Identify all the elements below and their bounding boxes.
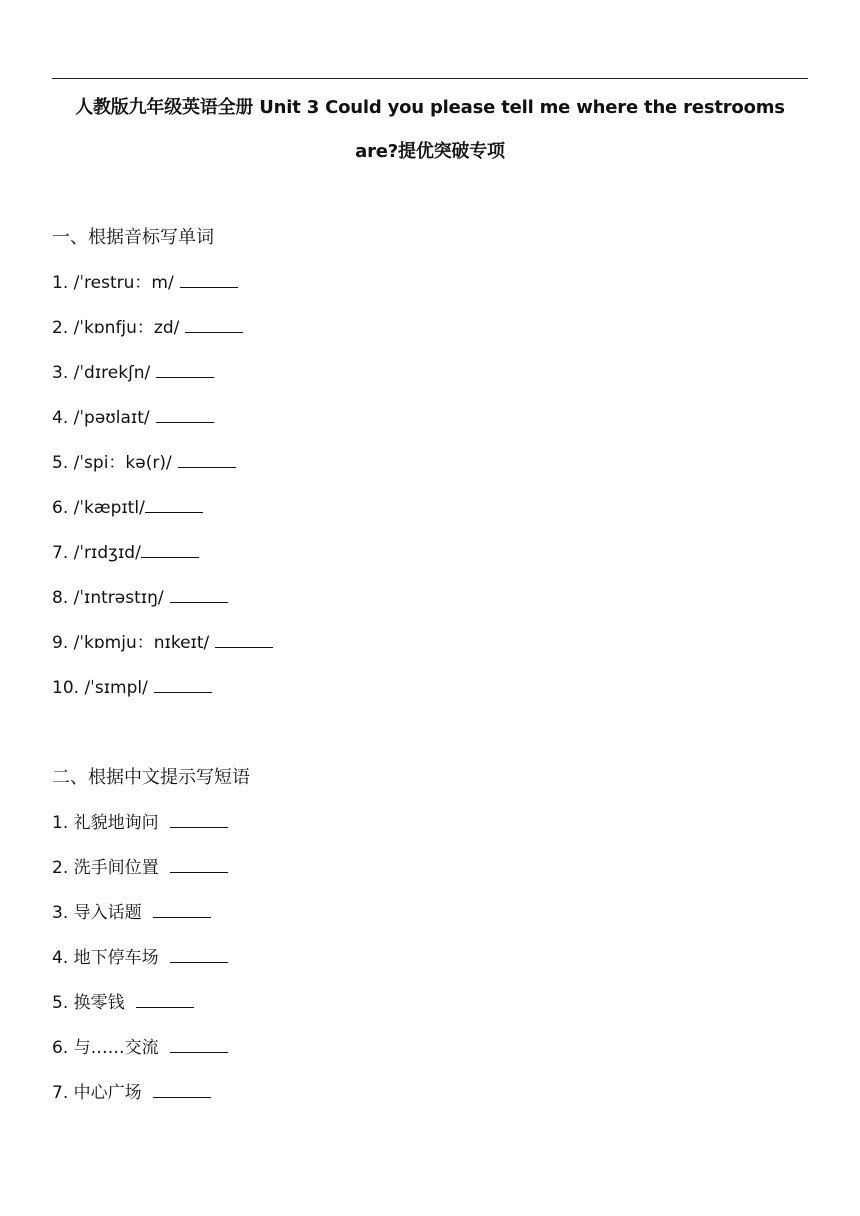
item-number: 8.	[52, 588, 69, 608]
chinese-prompt: 与……交流	[73, 1038, 159, 1058]
answer-blank[interactable]	[153, 1081, 211, 1098]
chinese-prompt: 导入话题	[73, 903, 142, 923]
answer-blank[interactable]	[141, 541, 199, 558]
list-item	[52, 991, 194, 1015]
item-number: 9.	[52, 633, 69, 653]
phonetic-text: /ˈkɒnfju：zd/	[73, 318, 180, 338]
phonetic-text: /ˈɪntrəstɪŋ/	[73, 588, 164, 608]
answer-blank[interactable]	[170, 946, 228, 963]
document-title: 人教版九年级英语全册 Unit 3 Could you please tell me where the restrooms are?提优突破专项	[75, 97, 785, 162]
phonetic-text: /ˈpəʊlaɪt/	[73, 408, 150, 428]
list-item	[52, 811, 228, 835]
item-number: 3.	[52, 903, 69, 923]
list-item	[52, 496, 203, 520]
chinese-prompt: 中心广场	[73, 1083, 142, 1103]
section-1-heading: 一、根据音标写单词	[52, 227, 214, 248]
item-number: 7.	[52, 543, 69, 563]
phonetic-text: /ˈspi：kə(r)/	[73, 453, 172, 473]
item-number: 4.	[52, 408, 69, 428]
chinese-prompt: 礼貌地询问	[73, 813, 159, 833]
answer-blank[interactable]	[170, 1036, 228, 1053]
answer-blank[interactable]	[215, 631, 273, 648]
list-item	[52, 946, 228, 970]
item-number: 7.	[52, 1083, 69, 1103]
item-number: 2.	[52, 858, 69, 878]
phonetic-text: /ˈkæpɪtl/	[73, 498, 145, 518]
answer-blank[interactable]	[136, 991, 194, 1008]
answer-blank[interactable]	[145, 496, 203, 513]
list-item	[52, 316, 243, 340]
list-item	[52, 1081, 211, 1105]
phonetic-text: /ˈrestru：m/	[73, 273, 174, 293]
list-item	[52, 856, 228, 880]
answer-blank[interactable]	[156, 406, 214, 423]
answer-blank[interactable]	[156, 361, 214, 378]
list-item	[52, 361, 214, 385]
list-item	[52, 451, 236, 475]
answer-blank[interactable]	[170, 856, 228, 873]
item-number: 4.	[52, 948, 69, 968]
list-item	[52, 631, 273, 655]
header-rule	[52, 78, 808, 79]
chinese-prompt: 洗手间位置	[73, 858, 159, 878]
answer-blank[interactable]	[154, 676, 212, 693]
section-2-heading: 二、根据中文提示写短语	[52, 767, 250, 788]
answer-blank[interactable]	[185, 316, 243, 333]
list-item	[52, 586, 228, 610]
answer-blank[interactable]	[153, 901, 211, 918]
phonetic-text: /ˈsɪmpl/	[84, 678, 148, 698]
item-number: 5.	[52, 993, 69, 1013]
chinese-prompt: 地下停车场	[73, 948, 159, 968]
answer-blank[interactable]	[170, 586, 228, 603]
answer-blank[interactable]	[178, 451, 236, 468]
chinese-prompt: 换零钱	[73, 993, 125, 1013]
item-number: 6.	[52, 498, 69, 518]
list-item	[52, 541, 199, 565]
list-item	[52, 406, 214, 430]
item-number: 1.	[52, 813, 69, 833]
answer-blank[interactable]	[170, 811, 228, 828]
list-item	[52, 901, 211, 925]
phonetic-text: /ˈdɪrekʃn/	[73, 363, 151, 383]
list-item	[52, 1036, 228, 1060]
phonetic-text: /ˈrɪdʒɪd/	[73, 543, 141, 563]
item-number: 2.	[52, 318, 69, 338]
list-item	[52, 676, 212, 700]
item-number: 5.	[52, 453, 69, 473]
item-number: 3.	[52, 363, 69, 383]
item-number: 6.	[52, 1038, 69, 1058]
list-item	[52, 271, 238, 295]
item-number: 10.	[52, 678, 80, 698]
phonetic-text: /ˈkɒmju：nɪkeɪt/	[73, 633, 210, 653]
item-number: 1.	[52, 273, 69, 293]
answer-blank[interactable]	[180, 271, 238, 288]
